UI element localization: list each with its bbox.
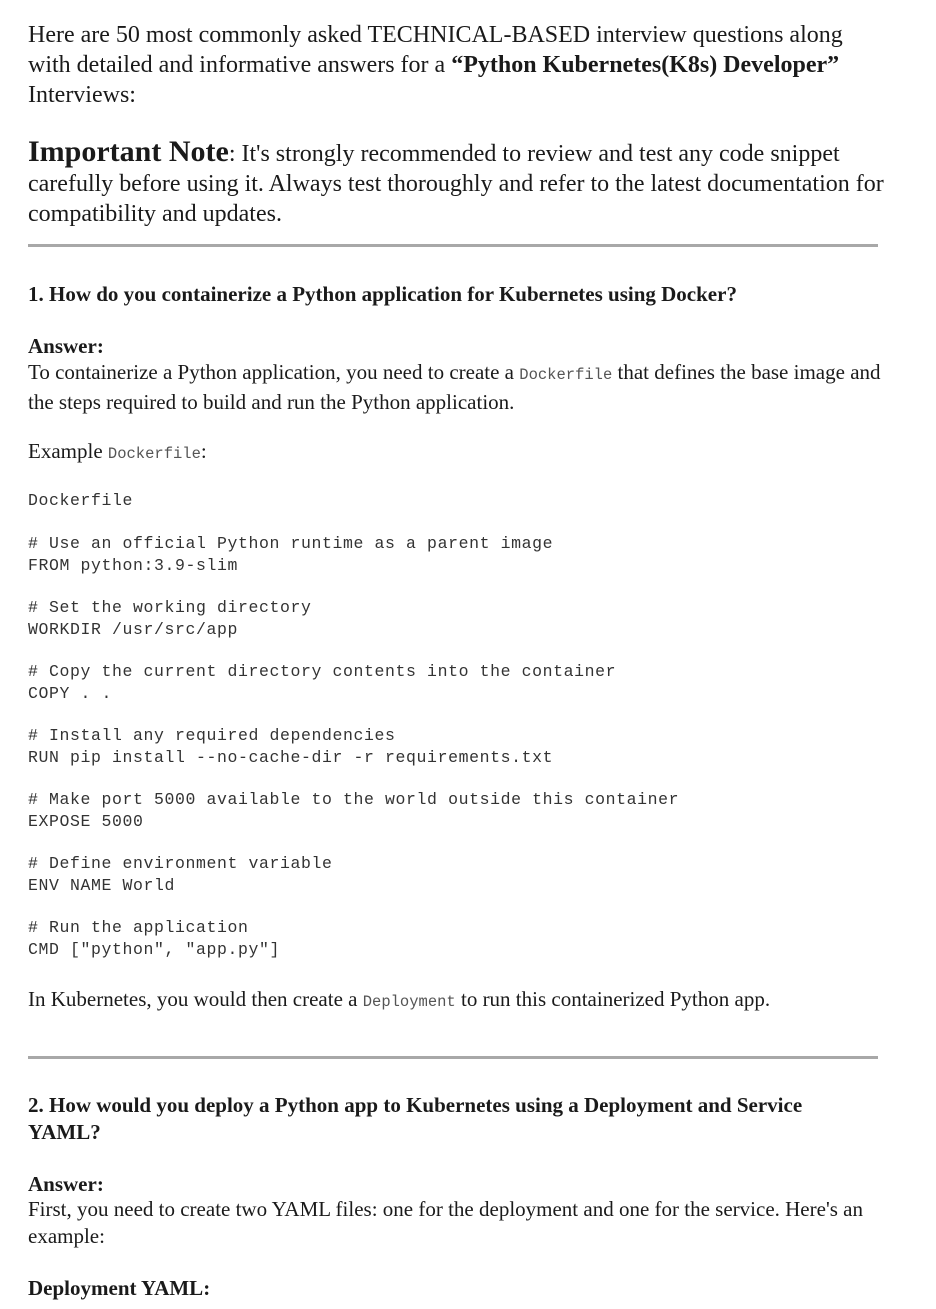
question-1-title: 1. How do you containerize a Python application for Kubernetes using Docker? xyxy=(28,282,737,306)
code-comment: # Use an official Python runtime as a parent image xyxy=(28,534,554,553)
code-block-4 xyxy=(28,725,553,768)
question-1-closing-text xyxy=(28,986,888,1016)
code-language-label: Dockerfile xyxy=(28,491,134,510)
intro-text: Here are 50 most commonly asked TECHNICAL-BASED interview questions along with detailed and informative answers for a xyxy=(28,22,843,78)
code-comment: # Run the application xyxy=(28,918,249,937)
closing-text-end: to run this containerized Python app. xyxy=(455,987,771,1011)
question-1-answer-label: Answer: xyxy=(28,334,104,358)
note-text: : It's strongly recommended to review and test any code snippet carefully before using it. Always test thoroughly and refer to the latest documentation for compatibility and updates. xyxy=(28,141,884,227)
important-note xyxy=(28,137,888,229)
question-1-example-line xyxy=(28,438,888,468)
question-2-answer-label: Answer: xyxy=(28,1172,104,1196)
question-1-answer-text xyxy=(28,359,888,416)
intro-bold-title: “Python Kubernetes(K8s) Developer” xyxy=(451,52,840,78)
code-comment: # Set the working directory xyxy=(28,598,312,617)
code-line: CMD ["python", "app.py"] xyxy=(28,939,281,959)
code-line: WORKDIR /usr/src/app xyxy=(28,619,239,639)
code-line: FROM python:3.9-slim xyxy=(28,555,239,575)
code-block-7 xyxy=(28,917,280,960)
code-line: COPY . . xyxy=(28,683,113,703)
intro-text-end: Interviews: xyxy=(28,82,136,108)
answer-text-end: that defines the base image and the steps required to build and run the Python application. xyxy=(28,360,881,414)
code-comment: # Copy the current directory contents into the container xyxy=(28,662,617,681)
code-block-1 xyxy=(28,533,553,576)
inline-code: Deployment xyxy=(362,993,456,1011)
question-2-title: 2. How would you deploy a Python app to Kubernetes using a Deployment and Service YAML? xyxy=(28,1093,803,1144)
code-comment: # Make port 5000 available to the world outside this container xyxy=(28,790,680,809)
inline-code: Dockerfile xyxy=(107,445,201,463)
inline-code: Dockerfile xyxy=(519,366,613,384)
divider xyxy=(28,1056,878,1059)
divider xyxy=(28,244,878,247)
code-block-2 xyxy=(28,597,312,640)
code-comment: # Install any required dependencies xyxy=(28,726,396,745)
code-line: EXPOSE 5000 xyxy=(28,811,144,831)
example-text: Example xyxy=(28,439,108,463)
code-comment: # Define environment variable xyxy=(28,854,333,873)
example-colon: : xyxy=(200,439,207,463)
answer-text-start: To containerize a Python application, you need to create a xyxy=(28,360,520,384)
closing-text-start: In Kubernetes, you would then create a xyxy=(28,987,363,1011)
question-2-answer-text: First, you need to create two YAML files: one for the deployment and one for the service. Here's an example: xyxy=(28,1197,863,1248)
code-block-6 xyxy=(28,853,333,896)
question-2-subheading: Deployment YAML: xyxy=(28,1276,211,1300)
code-line: ENV NAME World xyxy=(28,875,176,895)
code-line: RUN pip install --no-cache-dir -r requirements.txt xyxy=(28,747,554,767)
code-block-3 xyxy=(28,661,616,704)
note-label: Important Note xyxy=(28,135,229,168)
intro-paragraph xyxy=(28,20,888,110)
code-block-5 xyxy=(28,789,679,832)
